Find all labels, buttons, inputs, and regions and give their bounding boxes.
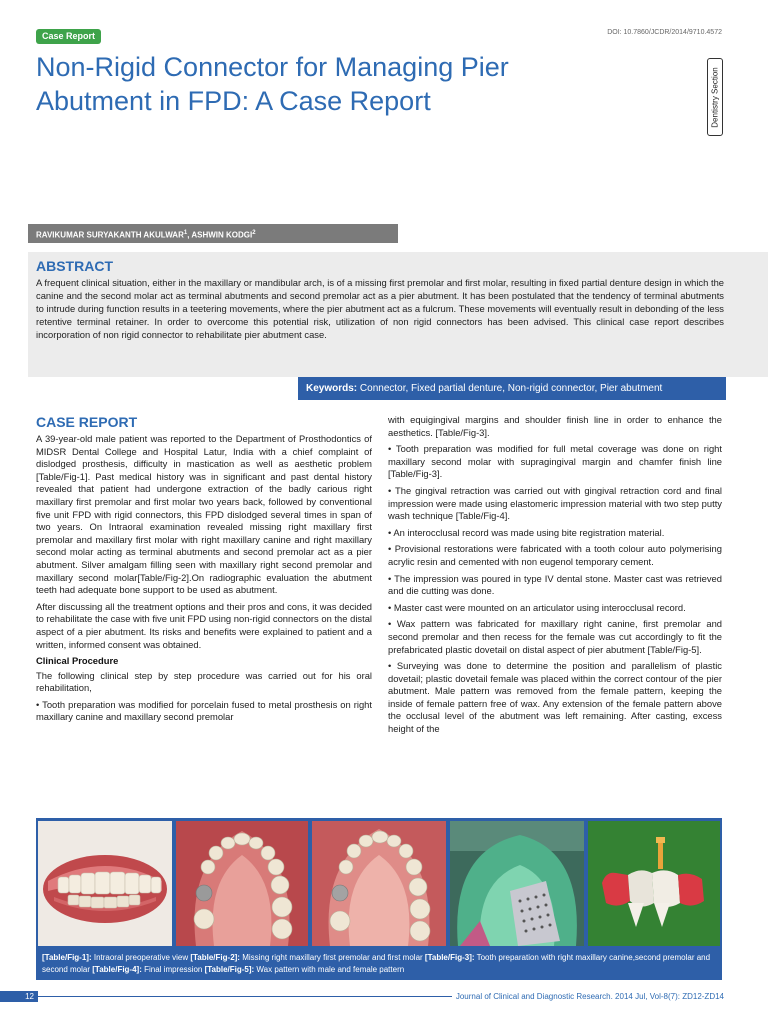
bullet-item: • Master cast were mounted on an articulator using interocclusal record. — [388, 601, 686, 613]
figure-caption — [36, 950, 722, 980]
doi-text: DOI: 10.7860/JCDR/2014/9710.4572 — [607, 29, 722, 36]
page-number: 12 — [0, 991, 38, 1002]
keywords-label: Keywords: — [306, 383, 358, 394]
figure-5-photo — [588, 821, 720, 946]
caption-fig2-label: [Table/Fig-2]: — [190, 953, 240, 962]
caption-fig2-text: Missing right maxillary first premolar and first molar — [239, 953, 425, 962]
case-report-heading: CASE REPORT — [36, 414, 138, 430]
author-2: ASHWIN KODGI — [191, 230, 253, 240]
bullet-item: • An interocclusal record was made using bite registration material. — [388, 526, 665, 538]
author-1-affiliation: 1 — [183, 230, 188, 236]
paragraph: A 39-year-old male patient was reported to the Department of Prosthodontics of MIDSR Dental College and Hospital Latur, India with a chief complaint of dislodged prosthesis, difficulty in mastication as well as aesthetic problem [Table/Fig-1]. Past medical history was in significant and past dental history revealed that patient had undergone extraction of the badly carious right maxillary first premolar and first molar two years back, followed by conventional five unit FPD with rigid connectors, this FPD dislodged several times in span of two years. On Intraoral examination revealed missing right maxillary first premolar and maxillary first molar with right maxillary canine and right maxillary second molar acting as terminal abutments and second premolar act as a pier abutment. Silver amalgam filling seen with maxillary right second premolar and maxillary second molar[Table/Fig-2].On radiographic evaluation the abutment teeth had adequate bone support to be used as abutment. — [36, 433, 372, 596]
abstract-heading: ABSTRACT — [36, 258, 113, 274]
caption-fig3-label: [Table/Fig-3]: — [424, 953, 475, 962]
caption-fig1-text: Intraoral preoperative view — [91, 953, 191, 962]
section-label: Dentistry Section — [710, 66, 720, 128]
caption-fig5-label: [Table/Fig-5]: — [204, 965, 255, 974]
journal-citation: Journal of Clinical and Diagnostic Research. 2014 Jul, Vol-8(7): ZD12-ZD14 — [452, 992, 724, 1001]
caption-fig1-label: [Table/Fig-1]: — [42, 953, 92, 962]
section-tab — [707, 58, 723, 136]
caption-fig5-text: Wax pattern with male and female pattern — [254, 965, 405, 974]
author-separator: , — [187, 230, 192, 240]
caption-fig4-text: Final impression — [141, 965, 205, 974]
abstract-text: A frequent clinical situation, either in the maxillary or mandibular arch, is of a missing first premolar and first molar, resulting in fixed partial denture design in which the canine and the second molar act as terminal abutments and second premolar act as a pier abutment. It has been postulated that the tendency of terminal abutments to intrude during function results in a teetering movements, where the pier abutment act as a fulcrum. These movements will eventually result in debonding of the less retentive terminal retainer. In order to overcome this potential risk, utilization of non rigid connectors has been advised. This clinical case report describes incorporation of non rigid connector to rehabilitate pier abutment case. — [36, 277, 724, 340]
bullet-item: • Surveying was done to determine the position and parallelism of plastic dovetail; plastic dovetail female was placed within the correct contour of the pier abutment. Male pattern was removed from the female pattern, keeping the inside of female pattern free of wax. Any extension of the female pattern above the occlusal level of the abutment was left remaining. After casting, excess height of the — [388, 660, 722, 735]
figure-1-photo — [38, 821, 172, 946]
figure-3-photo — [312, 821, 446, 946]
column-right — [388, 414, 722, 810]
keywords-bar — [298, 377, 726, 400]
caption-fig3-text: Tooth preparation with right maxillary canine,second premolar and second molar — [42, 953, 711, 974]
bullet-item: • Provisional restorations were fabricated with a tooth colour auto polymerising acrylic resin and cemented with non eugenol temporary cement. — [388, 543, 722, 567]
title-line-1: Non-Rigid Connector for Managing Pier — [36, 52, 509, 82]
author-1: RAVIKUMAR SURYAKANTH AKULWAR — [36, 230, 184, 240]
caption-fig4-label: [Table/Fig-4]: — [92, 965, 142, 974]
bullet-item: • The gingival retraction was carried out with gingival retraction cord and final impression were made using elastomeric impression material with two step putty wash technique [Table/Fig-4]. — [388, 484, 722, 522]
figure-2-photo — [176, 821, 308, 946]
bullet-item: • Wax pattern was fabricated for maxillary right canine, first premolar and second premolar and then recess for the female was cut accordingly to fit the prefabricated plastic dovetail on distal aspect of pier abutment [Table/Fig-5]. — [388, 618, 722, 655]
title-line-2: Abutment in FPD: A Case Report — [36, 86, 431, 116]
author-2-affiliation: 2 — [252, 230, 256, 236]
paragraph: The following clinical step by step procedure was carried out for his oral rehabilitation, — [36, 669, 372, 694]
clinical-procedure-heading: Clinical Procedure — [36, 655, 119, 667]
article-title — [36, 50, 636, 118]
paragraph: with equigingival margins and shoulder finish line in order to enhance the aesthetics. [Table/Fig-3]. — [388, 414, 722, 438]
paragraph: After discussing all the treatment options and their pros and cons, it was decided to rehabilitate the case with five unit FPD using non-rigid connectors on the distal aspect of a pier abutment. Its risks and benefits were explained to patient and a written, informed consent was obtained. — [36, 600, 372, 650]
bullet-item: • Tooth preparation was modified for porcelain fused to metal prosthesis on right maxillary canine and maxillary second premolar — [36, 698, 372, 723]
article-type-badge: Case Report — [36, 29, 101, 44]
bullet-item: • The impression was poured in type IV dental stone. Master cast was retrieved and die cutting was done. — [388, 572, 722, 597]
figure-4-photo — [450, 821, 584, 946]
bullet-item: • Tooth preparation was modified for full metal coverage was done on right maxillary second molar with supragingival margin and chamfer finish line [Table/Fig-3]. — [388, 443, 722, 480]
column-left — [36, 414, 372, 810]
authors-bar — [28, 224, 398, 243]
keywords-text: Connector, Fixed partial denture, Non-rigid connector, Pier abutment — [359, 383, 663, 394]
